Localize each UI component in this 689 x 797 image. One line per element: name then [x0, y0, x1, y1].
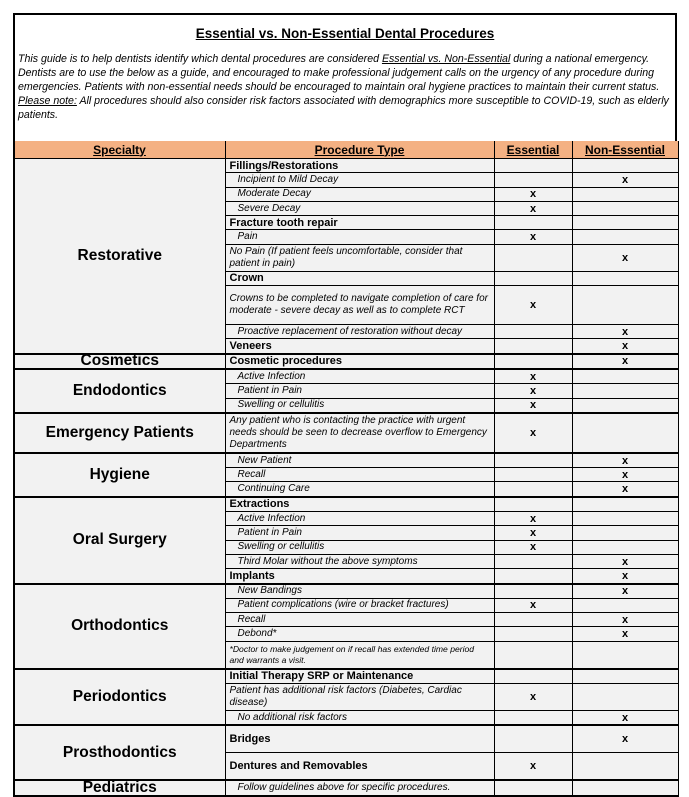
procedure-cell: Recall: [225, 613, 494, 627]
non-essential-mark: [572, 497, 678, 512]
non-essential-mark: [572, 398, 678, 413]
procedure-cell: Incipient to Mild Decay: [225, 173, 494, 187]
essential-mark: x: [494, 512, 572, 526]
procedure-cell: Proactive replacement of restoration without decay: [225, 325, 494, 339]
procedure-cell: Recall: [225, 468, 494, 482]
table-row: [14, 584, 678, 599]
non-essential-mark: [572, 216, 678, 230]
essential-mark: [494, 669, 572, 684]
essential-mark: [494, 497, 572, 512]
non-essential-mark: [572, 641, 678, 669]
procedure-cell: Continuing Care: [225, 482, 494, 497]
procedure-cell: Active Infection: [225, 512, 494, 526]
non-essential-mark: [572, 780, 678, 795]
procedure-cell: New Patient: [225, 453, 494, 468]
essential-mark: [494, 711, 572, 726]
procedure-cell: Dentures and Removables: [225, 753, 494, 781]
procedure-cell: Veneers: [225, 339, 494, 354]
header-procedure-type: Procedure Type: [225, 141, 494, 159]
procedure-cell: Initial Therapy SRP or Maintenance: [225, 669, 494, 684]
non-essential-mark: [572, 230, 678, 244]
essential-mark: x: [494, 526, 572, 540]
procedure-cell: Swelling or cellulitis: [225, 540, 494, 554]
essential-mark: [494, 468, 572, 482]
table-row: [14, 725, 678, 753]
intro-paragraph: [18, 53, 673, 123]
non-essential-mark: [572, 271, 678, 285]
non-essential-mark: x: [572, 339, 678, 354]
non-essential-mark: x: [572, 354, 678, 369]
procedures-table: [13, 141, 679, 797]
specialty-cell: Pediatrics: [14, 780, 225, 795]
non-essential-mark: x: [572, 244, 678, 271]
essential-mark: [494, 725, 572, 753]
essential-mark: [494, 613, 572, 627]
essential-mark: x: [494, 187, 572, 201]
non-essential-mark: [572, 384, 678, 398]
procedure-cell: Severe Decay: [225, 201, 494, 215]
specialty-cell: Hygiene: [14, 453, 225, 497]
non-essential-mark: [572, 369, 678, 384]
header-specialty: Specialty: [14, 141, 225, 159]
essential-mark: x: [494, 684, 572, 711]
procedure-cell: Cosmetic procedures: [225, 354, 494, 369]
essential-mark: [494, 159, 572, 173]
essential-mark: [494, 354, 572, 369]
essential-mark: [494, 339, 572, 354]
procedure-cell: Implants: [225, 569, 494, 584]
intro-text-2: during a national emergency. Dentists are to use the below as a guide, and encouraged to make professional judgement calls on the urgency of any procedure during emergencies. Patients with non-essential needs should be encouraged to maintain oral hygiene practices to maintain their current status.: [18, 53, 660, 93]
procedure-cell: No additional risk factors: [225, 711, 494, 726]
procedure-cell: Patient complications (wire or bracket fractures): [225, 598, 494, 612]
non-essential-mark: x: [572, 584, 678, 599]
non-essential-mark: x: [572, 173, 678, 187]
specialty-cell: Oral Surgery: [14, 497, 225, 584]
procedure-cell: Bridges: [225, 725, 494, 753]
specialty-cell: Orthodontics: [14, 584, 225, 669]
essential-mark: [494, 271, 572, 285]
specialty-cell: Restorative: [14, 159, 225, 354]
procedure-cell: Patient in Pain: [225, 526, 494, 540]
procedure-cell: Fillings/Restorations: [225, 159, 494, 173]
intro-underlined-2: Please note:: [18, 94, 77, 107]
header-essential: Essential: [494, 141, 572, 159]
essential-mark: [494, 173, 572, 187]
procedure-cell: Fracture tooth repair: [225, 216, 494, 230]
essential-mark: [494, 554, 572, 568]
table-row: [14, 413, 678, 453]
essential-mark: [494, 780, 572, 795]
essential-mark: x: [494, 398, 572, 413]
essential-mark: [494, 569, 572, 584]
essential-mark: [494, 453, 572, 468]
essential-mark: [494, 641, 572, 669]
non-essential-mark: x: [572, 711, 678, 726]
procedure-cell: Moderate Decay: [225, 187, 494, 201]
specialty-cell: Cosmetics: [14, 354, 225, 369]
procedure-cell: Follow guidelines above for specific procedures.: [225, 780, 494, 795]
non-essential-mark: [572, 286, 678, 325]
table-row: [14, 669, 678, 684]
procedure-cell: Debond*: [225, 627, 494, 641]
non-essential-mark: [572, 669, 678, 684]
table-row: [14, 354, 678, 369]
essential-mark: [494, 584, 572, 599]
table-row: [14, 780, 678, 795]
essential-mark: x: [494, 753, 572, 781]
procedure-cell: Pain: [225, 230, 494, 244]
page-title: Essential vs. Non-Essential Dental Procedures: [195, 26, 495, 41]
procedure-cell: No Pain (If patient feels uncomfortable, consider that patient in pain): [225, 244, 494, 271]
non-essential-mark: x: [572, 468, 678, 482]
non-essential-mark: x: [572, 554, 678, 568]
non-essential-mark: [572, 684, 678, 711]
procedure-cell: Patient in Pain: [225, 384, 494, 398]
table-row: [14, 369, 678, 384]
procedure-cell: Any patient who is contacting the practice with urgent needs should be seen to decrease overflow to Emergency Departments: [225, 413, 494, 453]
essential-mark: [494, 216, 572, 230]
procedure-cell: New Bandings: [225, 584, 494, 599]
non-essential-mark: [572, 598, 678, 612]
procedure-cell: *Doctor to make judgement on if recall has extended time period and warrants a visit.: [225, 641, 494, 669]
procedure-cell: Third Molar without the above symptoms: [225, 554, 494, 568]
non-essential-mark: x: [572, 725, 678, 753]
specialty-cell: Prosthodontics: [14, 725, 225, 780]
essential-mark: x: [494, 369, 572, 384]
table-row: [14, 497, 678, 512]
non-essential-mark: x: [572, 453, 678, 468]
table-body: [14, 159, 678, 796]
non-essential-mark: [572, 413, 678, 453]
non-essential-mark: x: [572, 325, 678, 339]
non-essential-mark: [572, 753, 678, 781]
essential-mark: x: [494, 201, 572, 215]
intro-underlined-1: Essential vs. Non-Essential: [381, 53, 511, 65]
non-essential-mark: [572, 540, 678, 554]
essential-mark: x: [494, 230, 572, 244]
essential-mark: x: [494, 413, 572, 453]
essential-mark: [494, 482, 572, 497]
procedure-cell: Crown: [225, 271, 494, 285]
non-essential-mark: x: [572, 569, 678, 584]
non-essential-mark: [572, 201, 678, 215]
specialty-cell: Emergency Patients: [14, 413, 225, 453]
procedure-cell: Swelling or cellulitis: [225, 398, 494, 413]
procedure-cell: Extractions: [225, 497, 494, 512]
essential-mark: x: [494, 286, 572, 325]
essential-mark: x: [494, 598, 572, 612]
table-row: [14, 159, 678, 173]
non-essential-mark: x: [572, 627, 678, 641]
specialty-cell: Periodontics: [14, 669, 225, 726]
non-essential-mark: [572, 187, 678, 201]
non-essential-mark: x: [572, 482, 678, 497]
essential-mark: x: [494, 540, 572, 554]
non-essential-mark: [572, 526, 678, 540]
table-row: [14, 453, 678, 468]
essential-mark: x: [494, 384, 572, 398]
essential-mark: [494, 325, 572, 339]
procedure-cell: Patient has additional risk factors (Diabetes, Cardiac disease): [225, 684, 494, 711]
procedure-cell: Crowns to be completed to navigate completion of care for moderate - severe decay as well as to complete RCT: [225, 286, 494, 325]
header-non-essential: Non-Essential: [572, 141, 678, 159]
procedure-cell: Active Infection: [225, 369, 494, 384]
intro-text-1: This guide is to help dentists identify which dental procedures are considered: [18, 53, 382, 65]
table-header-row: [14, 141, 678, 159]
non-essential-mark: x: [572, 613, 678, 627]
essential-mark: [494, 627, 572, 641]
non-essential-mark: [572, 512, 678, 526]
essential-mark: [494, 244, 572, 271]
specialty-cell: Endodontics: [14, 369, 225, 413]
intro-text-3: All procedures should also consider risk factors associated with demographics more susceptible to COVID-19, such as elderly patients.: [18, 94, 669, 121]
non-essential-mark: [572, 159, 678, 173]
